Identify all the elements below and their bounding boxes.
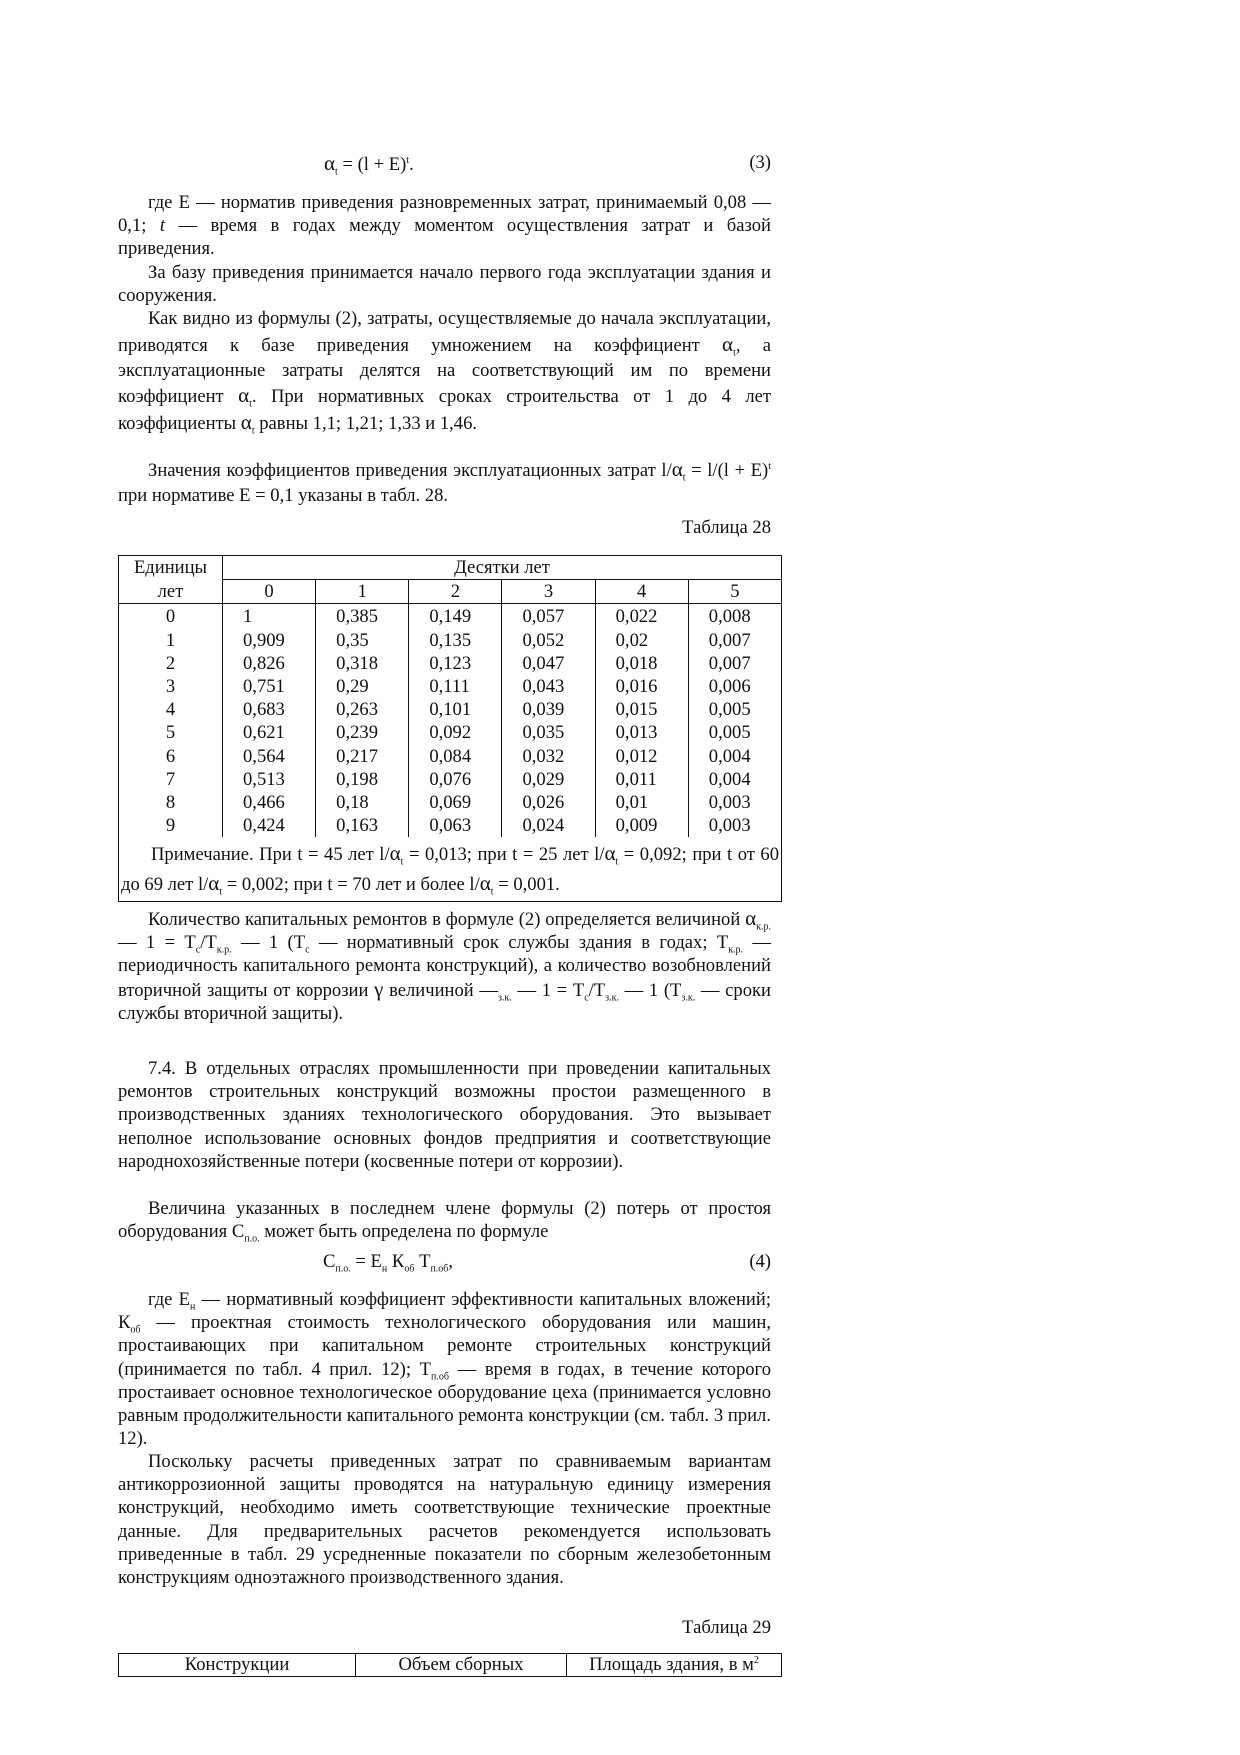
coefficient-cell: 0,043 <box>502 675 595 698</box>
coefficient-cell: 0,005 <box>688 698 781 721</box>
table-row <box>119 675 782 698</box>
table-row <box>119 652 782 675</box>
coefficient-cell: 0,015 <box>595 698 688 721</box>
coefficient-cell: 0,621 <box>223 721 316 744</box>
coefficient-cell: 0,009 <box>595 814 688 837</box>
decade-header: 1 <box>316 580 409 604</box>
table-29-header: Объем сборных <box>356 1654 567 1677</box>
coefficient-cell: 0,047 <box>502 652 595 675</box>
coefficient-cell: 0,35 <box>316 629 409 652</box>
table-row <box>119 721 782 744</box>
decade-header: 5 <box>688 580 781 604</box>
coefficient-cell: 0,016 <box>595 675 688 698</box>
coefficient-cell: 0,318 <box>316 652 409 675</box>
coefficient-cell: 0,092 <box>409 721 502 744</box>
coefficient-cell: 0,564 <box>223 745 316 768</box>
paragraph-2: За базу приведения принимается начало первого года эксплуатации здания и сооружения. <box>118 262 771 307</box>
coefficient-cell: 0,239 <box>316 721 409 744</box>
paragraph-5: Количество капитальных ремонтов в формуле (2) определяется величиной $\alpha_{к.р.}$ — $1 = Т_с/Т_{к.р.}$ — 1 ($Т_с$ — нормативный срок службы здания в годах; $Т_{к.р.}$ — периодичность капитального ремонта конструкций), а количество возобновлений вторичной защиты от коррозии γ величиной $—_{з.к.}$ — $1 = Т_с/Т_{з.к.}$ — 1 ($Т_{з.к.}$ — сроки службы вторичной защиты). <box>118 906 771 1024</box>
table-29-caption: Таблица 29 <box>682 1617 771 1638</box>
table-29-header: Площадь здания, в $м^2$ <box>567 1654 782 1677</box>
coefficient-cell: 0,909 <box>223 629 316 652</box>
coefficient-cell: 0,29 <box>316 675 409 698</box>
coefficient-cell: 0,022 <box>595 604 688 629</box>
col0-header-2: лет <box>119 580 223 604</box>
table-row <box>119 629 782 652</box>
table-28 <box>118 555 782 902</box>
decade-header: 3 <box>502 580 595 604</box>
unit-year-cell: 7 <box>119 768 223 791</box>
coefficient-cell: 0,163 <box>316 814 409 837</box>
coefficient-cell: 0,057 <box>502 604 595 629</box>
coefficient-cell: 0,004 <box>688 745 781 768</box>
coefficient-cell: 0,052 <box>502 629 595 652</box>
unit-year-cell: 0 <box>119 604 223 629</box>
paragraph-8: где $Е_н$ — нормативный коэффициент эффективности капитальных вложений; $К_{об}$ — проектная стоимость технологического оборудования или машин, простаивающих при капитальном ремонте строительных конструкций (принимается по табл. 4 прил. 12); $Т_{п.об}$ — время в годах, в течение которого простаивает основное технологическое оборудование цеха (принимается условно равным продолжительности капитального ремонта конструкции (см. табл. 3 прил. 12). <box>118 1289 771 1450</box>
coefficient-cell: 0,012 <box>595 745 688 768</box>
unit-year-cell: 5 <box>119 721 223 744</box>
coefficient-cell: 0,084 <box>409 745 502 768</box>
unit-year-cell: 4 <box>119 698 223 721</box>
coefficient-cell: 0,003 <box>688 791 781 814</box>
formula-3-body: $\alpha_t = (l + E)^t$. <box>324 151 414 178</box>
coefficient-cell: 0,039 <box>502 698 595 721</box>
coefficient-cell: 0,026 <box>502 791 595 814</box>
table-row <box>119 604 782 629</box>
paragraph-9: Поскольку расчеты приведенных затрат по сравниваемым вариантам антикоррозионной защиты проводятся на натуральную единицу измерения конструкций, необходимо иметь соответствующие технические проектные данные. Для предварительных расчетов рекомендуется использовать приведенные в табл. 29 усредненные показатели по сборным железобетонным конструкциям одноэтажного производственного здания. <box>118 1451 771 1589</box>
coefficient-cell: 0,111 <box>409 675 502 698</box>
coefficient-cell: 0,149 <box>409 604 502 629</box>
unit-year-cell: 2 <box>119 652 223 675</box>
coefficient-cell: 0,069 <box>409 791 502 814</box>
coefficient-cell: 0,18 <box>316 791 409 814</box>
formula-3-number: (3) <box>749 152 771 173</box>
coefficient-cell: 0,006 <box>688 675 781 698</box>
coefficient-cell: 0,007 <box>688 629 781 652</box>
table-29-header: Конструкции <box>119 1654 356 1677</box>
unit-year-cell: 3 <box>119 675 223 698</box>
decade-header: 2 <box>409 580 502 604</box>
coefficient-cell: 0,513 <box>223 768 316 791</box>
coefficient-cell: 0,02 <box>595 629 688 652</box>
table-28-body <box>119 604 782 838</box>
coefficient-cell: 1 <box>223 604 316 629</box>
coefficient-cell: 0,003 <box>688 814 781 837</box>
table-28-caption: Таблица 28 <box>682 517 771 538</box>
coefficient-cell: 0,007 <box>688 652 781 675</box>
unit-year-cell: 8 <box>119 791 223 814</box>
coefficient-cell: 0,424 <box>223 814 316 837</box>
unit-year-cell: 1 <box>119 629 223 652</box>
coefficient-cell: 0,466 <box>223 791 316 814</box>
coefficient-cell: 0,035 <box>502 721 595 744</box>
coefficient-cell: 0,01 <box>595 791 688 814</box>
coefficient-cell: 0,063 <box>409 814 502 837</box>
coefficient-cell: 0,011 <box>595 768 688 791</box>
paragraph-7: Величина указанных в последнем члене формулы (2) потерь от простоя оборудования $С_{п.о.}$ может быть определена по формуле <box>118 1198 771 1245</box>
coefficient-cell: 0,018 <box>595 652 688 675</box>
coefficient-cell: 0,024 <box>502 814 595 837</box>
coefficient-cell: 0,013 <box>595 721 688 744</box>
coefficient-cell: 0,263 <box>316 698 409 721</box>
coefficient-cell: 0,751 <box>223 675 316 698</box>
formula-4-number: (4) <box>749 1251 771 1272</box>
group-header: Десятки лет <box>223 556 782 580</box>
unit-year-cell: 9 <box>119 814 223 837</box>
decade-header: 4 <box>595 580 688 604</box>
coefficient-cell: 0,004 <box>688 768 781 791</box>
coefficient-cell: 0,217 <box>316 745 409 768</box>
coefficient-cell: 0,032 <box>502 745 595 768</box>
coefficient-cell: 0,826 <box>223 652 316 675</box>
table-28-note: Примечание. При t = 45 лет $l/\alpha_t = 0,013$; при t = 25 лет $l/\alpha_t = 0,092$; при t от 60 до 69 лет $l/\alpha_t = 0,002$; при t = 70 лет и более $l/\alpha_t = 0,001$. <box>119 837 782 902</box>
formula-3 <box>118 151 771 178</box>
paragraph-1: где Е — норматив приведения разновременных затрат, принимаемый 0,08 — 0,1; t — время в годах между моментом осуществления затрат и базой приведения. <box>118 192 771 260</box>
coefficient-cell: 0,005 <box>688 721 781 744</box>
table-29 <box>118 1653 782 1677</box>
coefficient-cell: 0,198 <box>316 768 409 791</box>
coefficient-cell: 0,123 <box>409 652 502 675</box>
formula-4-body: $С_{п.о.} = Е_н$ $К_{об}$ $Т_{п.об}$, <box>323 1251 454 1275</box>
coefficient-cell: 0,135 <box>409 629 502 652</box>
table-row <box>119 814 782 837</box>
unit-year-cell: 6 <box>119 745 223 768</box>
coefficient-cell: 0,008 <box>688 604 781 629</box>
coefficient-cell: 0,683 <box>223 698 316 721</box>
table-row <box>119 768 782 791</box>
coefficient-cell: 0,029 <box>502 768 595 791</box>
coefficient-cell: 0,385 <box>316 604 409 629</box>
table-row <box>119 745 782 768</box>
coefficient-cell: 0,076 <box>409 768 502 791</box>
table-row <box>119 791 782 814</box>
coefficient-cell: 0,101 <box>409 698 502 721</box>
decade-header: 0 <box>223 580 316 604</box>
table-row <box>119 698 782 721</box>
paragraph-4: Значения коэффициентов приведения эксплуатационных затрат $l/\alpha_t = l/(l + E)^t$ при нормативе Е = 0,1 указаны в табл. 28. <box>118 457 771 506</box>
formula-4 <box>118 1250 771 1274</box>
paragraph-6: 7.4. В отдельных отраслях промышленности при проведении капитальных ремонтов строительных конструкций возможны простои размещенного в производственных зданиях технологического оборудования. Это вызывает неполное использование основных фондов предприятия и соответствующие народнохозяйственные потери (косвенные потери от коррозии). <box>118 1058 771 1172</box>
paragraph-3: Как видно из формулы (2), затраты, осуществляемые до начала эксплуатации, приводятся к базе приведения умножением на коэффициент $\alpha_t$, а эксплуатационные затраты делятся на соответствующий им по времени коэффициент $\alpha_t$. При нормативных сроках строительства от 1 до 4 лет коэффициенты $\alpha_t$ равны 1,1; 1,21; 1,33 и 1,46. <box>118 308 771 437</box>
col0-header: Единицы <box>119 556 223 580</box>
